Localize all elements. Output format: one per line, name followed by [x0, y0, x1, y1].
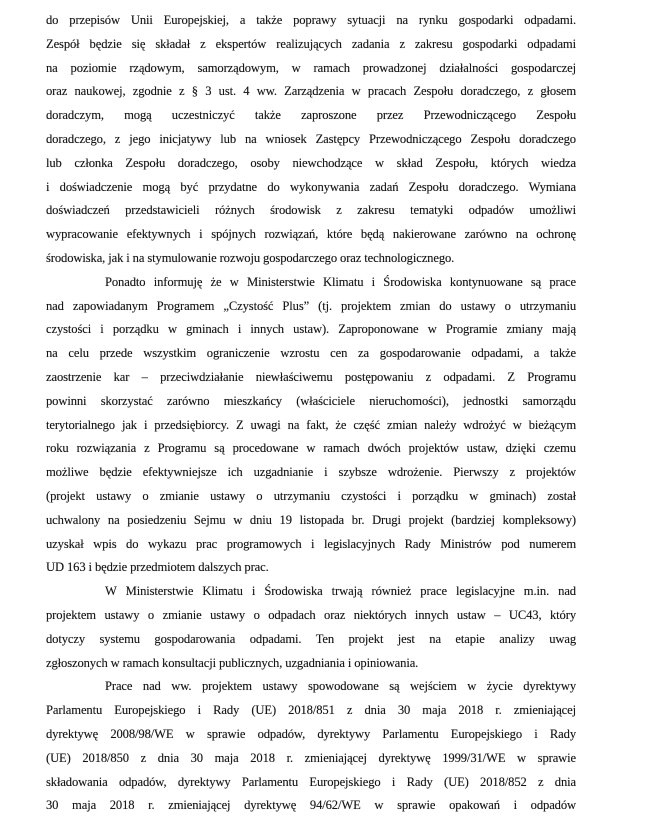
text-line: W Ministerstwie Klimatu i Środowiska trwają również prace legislacyjne m.in. nad: [105, 584, 576, 599]
text-line: lub członka Zespołu doradczego, osoby niewchodzące w skład Zespołu, których wiedza: [46, 155, 576, 170]
text-line: uzyskał wpis do wykazu prac programowych i legislacyjnych Rady Ministrów pod numerem: [46, 536, 576, 551]
text-line: roku rozwiązania z Programu są procedowane w ramach dwóch projektów ustaw, dzięki czemu: [46, 441, 576, 456]
text-line: zgłoszonych w ramach konsultacji publicznych, uzgadniania i opiniowania.: [46, 655, 419, 670]
text-line: Prace nad ww. projektem ustawy spowodowane są wejściem w życie dyrektywy: [105, 679, 576, 694]
text-line: i doświadczenie mogą być przydatne do wykonywania zadań Zespołu doradczego. Wymiana: [46, 179, 576, 194]
text-line: czystości i porządku w gminach i innych ustaw). Zaproponowane w Programie zmiany mają: [46, 322, 576, 337]
paragraph: [46, 675, 576, 818]
text-line: doradczego, z jego inicjatywy lub na wniosek Zastępcy Przewodniczącego Zespołu doradczego: [46, 131, 576, 146]
paragraph: [46, 271, 576, 580]
text-line: powinni skorzystać zarówno mieszkańcy (właściciele nieruchomości), jednostki samorządu: [46, 393, 576, 408]
text-line: dotyczy systemu gospodarowania odpadami. Ten projekt jest na etapie analizy uwag: [46, 631, 576, 646]
text-line: na poziomie rządowym, samorządowym, w ramach prowadzonej działalności gospodarczej: [46, 60, 576, 75]
text-line: projektem ustawy o zmianie ustawy o odpadach oraz niektórych innych ustaw – UC43, który: [46, 607, 576, 622]
text-line: UD 163 i będzie przedmiotem dalszych prac.: [46, 560, 269, 575]
text-line: środowiska, jak i na stymulowanie rozwoju gospodarczego oraz technologicznego.: [46, 250, 455, 265]
text-line: do przepisów Unii Europejskiej, a także poprawy sytuacji na rynku gospodarki odpadami.: [46, 13, 576, 27]
text-line: nad zapowiadanym Programem „Czystość Plus” (tj. projektem zmian do ustawy o utrzymaniu: [46, 298, 576, 313]
text-line: 30 maja 2018 r. zmieniającej dyrektywę 94/62/WE w sprawie opakowań i odpadów: [46, 798, 576, 813]
text-line: Parlamentu Europejskiego i Rady (UE) 2018/851 z dnia 30 maja 2018 r. zmieniającej: [46, 703, 576, 718]
paragraph: [46, 9, 576, 271]
text-line: na celu przede wszystkim ograniczenie wzrostu cen za gospodarowanie odpadami, a także: [46, 346, 576, 361]
text-line: dyrektywę 2008/98/WE w sprawie odpadów, dyrektywy Parlamentu Europejskiego i Rady: [46, 726, 576, 741]
text-line: wypracowanie efektywnych i spójnych rozwiązań, które będą nakierowane zarówno na ochronę: [46, 227, 576, 242]
text-line: oraz naukowej, zgodnie z § 3 ust. 4 ww. Zarządzenia w pracach Zespołu doradczego, z głosem: [46, 84, 576, 99]
document-body: [46, 9, 576, 818]
text-line: (UE) 2018/850 z dnia 30 maja 2018 r. zmieniającej dyrektywę 1999/31/WE w sprawie: [46, 750, 576, 765]
text-line: Ponadto informuję że w Ministerstwie Klimatu i Środowiska kontynuowane są prace: [105, 274, 576, 289]
text-line: doradczym, mogą uczestniczyć także zaproszone przez Przewodniczącego Zespołu: [46, 108, 576, 123]
text-line: zaostrzenie kar – przeciwdziałanie niewłaściwemu postępowaniu z odpadami. Z Programu: [46, 369, 576, 384]
text-line: składowania odpadów, dyrektywy Parlamentu Europejskiego i Rady (UE) 2018/852 z dnia: [46, 774, 576, 789]
text-line: terytorialnego jak i przedsiębiorcy. Z uwagi na fakt, że część zmian należy wdrożyć w bieżącym: [46, 417, 576, 432]
text-line: uchwalony na posiedzeniu Sejmu w dniu 19 listopada br. Drugi projekt (bardziej kompleksowy): [46, 512, 576, 527]
text-line: możliwe będzie efektywniejsze ich uzgadnianie i szybsze wdrożenie. Pierwszy z projektów: [46, 465, 576, 480]
text-line: doświadczeń przedstawicieli różnych środowisk z zakresu tematyki odpadów umożliwi: [46, 203, 576, 218]
text-line: (projekt ustawy o zmianie ustawy o utrzymaniu czystości i porządku w gminach) został: [46, 488, 576, 503]
text-line: Zespół będzie się składał z ekspertów realizujących zadania z zakresu gospodarki odpadami: [46, 36, 576, 51]
paragraph: [46, 580, 576, 675]
